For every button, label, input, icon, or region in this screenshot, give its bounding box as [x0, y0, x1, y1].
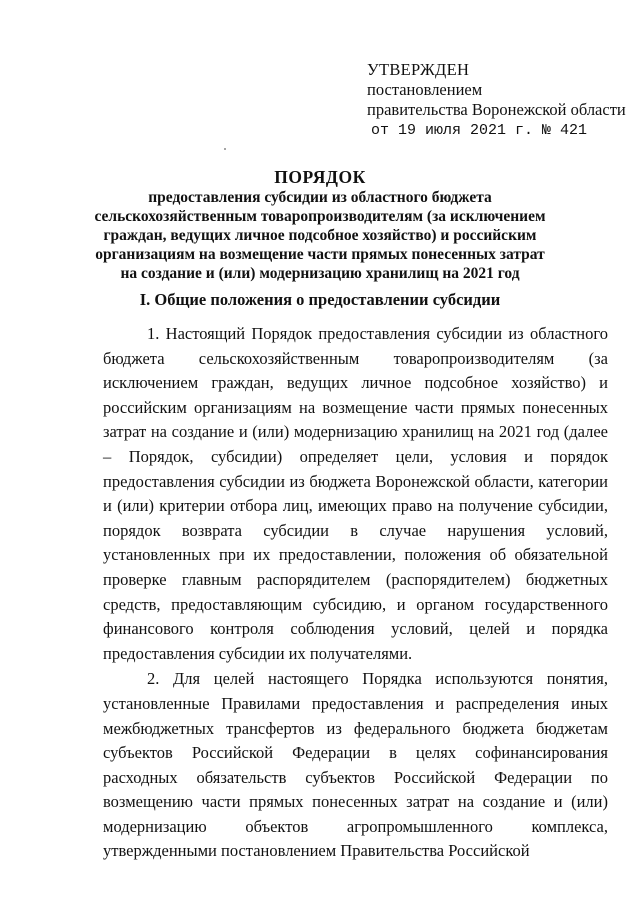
paragraph-1: 1. Настоящий Порядок предоставления субсидии из областного бюджета сельскохозяйственным товаропроизводителям (за исключением граждан, ведущих личное подсобное хозяйство) и российским организациям на возмещение части прямых понесенных затрат на создание и (или) модернизацию хранилищ на 2021 год (далее – Порядок, субсидии) определяет цели, условия и порядок предоставления субсидии из бюджета Воронежской области, категории и (или) критерии отбора лиц, имеющих право на получение субсидии, порядок возврата субсидии в случае нарушения условий, установленных при их предоставлении, положения об обязательной проверке главным распорядителем (распорядителем) бюджетных средств, предоставляющим субсидию, и органом государственного финансового контроля соблюдения условий, целей и порядка предоставления субсидии их получателями. [103, 324, 608, 663]
approval-line-decree: постановлением [367, 80, 483, 99]
title-main: ПОРЯДОК [274, 167, 366, 187]
approval-line-government: правительства Воронежской области [367, 100, 626, 119]
title-subtitle: предоставления субсидии из областного бюджета сельскохозяйственным товаропроизводителям (за исключением граждан, ведущих личное подсобное хозяйство) и российским организациям на возмещение части прямых понесенных затрат на создание и (или) модернизацию хранилищ на 2021 год [94, 189, 546, 282]
approval-title: УТВЕРЖДЕН [367, 60, 470, 79]
scan-speck [224, 148, 226, 150]
body-text [103, 322, 608, 864]
approval-date: от 19 июля 2021 г. № 421 [371, 122, 588, 139]
section-heading: I. Общие положения о предоставлении субсидии [139, 290, 501, 309]
approval-stamp [367, 60, 627, 141]
document-title [94, 166, 546, 283]
paragraph-2: 2. Для целей настоящего Порядка используются понятия, установленные Правилами предоставления и распределения иных межбюджетных трансфертов из федерального бюджета бюджетам субъектов Российской Федерации в целях софинансирования расходных обязательств субъектов Российской Федерации по возмещению части прямых понесенных затрат на создание и (или) модернизацию объектов агропромышленного комплекса, утвержденными постановлением Правительства Российской [103, 669, 608, 861]
